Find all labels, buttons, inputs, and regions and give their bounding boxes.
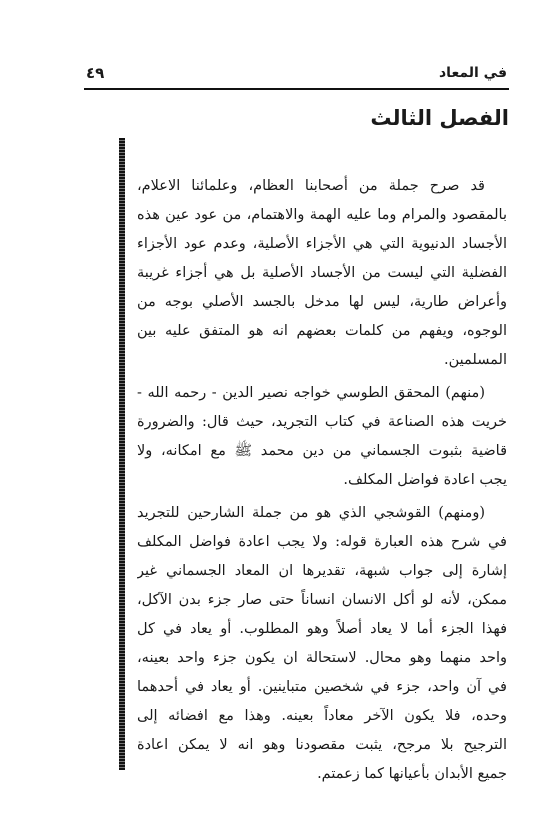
text-line: الفضلية التي ليست من الأجساد الأصلية بل هي أجزاء غريبة bbox=[137, 265, 507, 281]
text-line: ممكن، لأنه لو أكل الانسان انساناً حتى صار جزء بدن الآكل، bbox=[137, 592, 507, 608]
text-line: الأجساد الدنيوية التي هي الأجزاء الأصلية، وعدم عود الأجزاء bbox=[137, 236, 507, 252]
text-line: (ومنهم) القوشجي الذي هو من جملة الشارحين للتجريد bbox=[137, 505, 485, 521]
text-line: واحد منهما وهو محال. لاستحالة ان يكون جزء واحد بعينه، bbox=[137, 650, 507, 666]
text-line: بالمقصود والمرام وما عليه الهمة والاهتمام، من عود عين هذه bbox=[137, 207, 507, 223]
text-line: وأعراض طارية، ليس لها مدخل بالجسد الأصلي بوجه من bbox=[137, 294, 507, 310]
header-rule bbox=[84, 88, 509, 90]
text-line: خريت هذه الصناعة في كتاب التجريد، حيث قال: والضرورة bbox=[137, 414, 507, 430]
page-number: ٤٩ bbox=[86, 64, 105, 82]
text-line: جميع الأبدان بأعيانها كما زعمتم. bbox=[317, 766, 507, 782]
text-line: وحده، فلا يكون الآخر معاداً بعينه. وهذا مع افضائه إلى bbox=[137, 708, 507, 724]
text-line: الترجيح بلا مرجح، يثبت مقصودنا وهو انه لا يمكن اعادة bbox=[137, 737, 507, 753]
text-line: (منهم) المحقق الطوسي خواجه نصير الدين - رحمه الله - bbox=[137, 385, 485, 401]
text-line: في آن واحد، جزء في شخصين متباينين. أو يعاد في أحدهما bbox=[137, 679, 507, 695]
text-line: الوجوه، ويفهم من كلمات بعضهم انه هو المتفق عليه بين bbox=[137, 323, 507, 339]
text-line: يجب اعادة فواضل المكلف. bbox=[343, 472, 507, 488]
text-line: قد صرح جملة من أصحابنا العظام، وعلمائنا الاعلام، bbox=[137, 178, 485, 194]
text-line: المسلمين. bbox=[444, 352, 507, 368]
text-line: في شرح هذه العبارة قوله: ولا يجب اعادة فواضل المكلف bbox=[137, 534, 507, 550]
margin-decorative-bar bbox=[119, 138, 125, 770]
chapter-title: الفصل الثالث bbox=[370, 106, 509, 130]
text-line: فهذا الجزء أما لا يعاد أصلاً وهو المطلوب. أو يعاد في كل bbox=[137, 621, 507, 637]
body-text bbox=[137, 172, 507, 789]
running-header-title: في المعاد bbox=[439, 65, 507, 81]
text-line: قاضية بثبوت الجسماني من دين محمد ﷺ مع امكانه، ولا bbox=[137, 443, 507, 459]
text-line: إشارة إلى جواب شبهة، تقديرها ان المعاد الجسماني غير bbox=[137, 563, 507, 579]
